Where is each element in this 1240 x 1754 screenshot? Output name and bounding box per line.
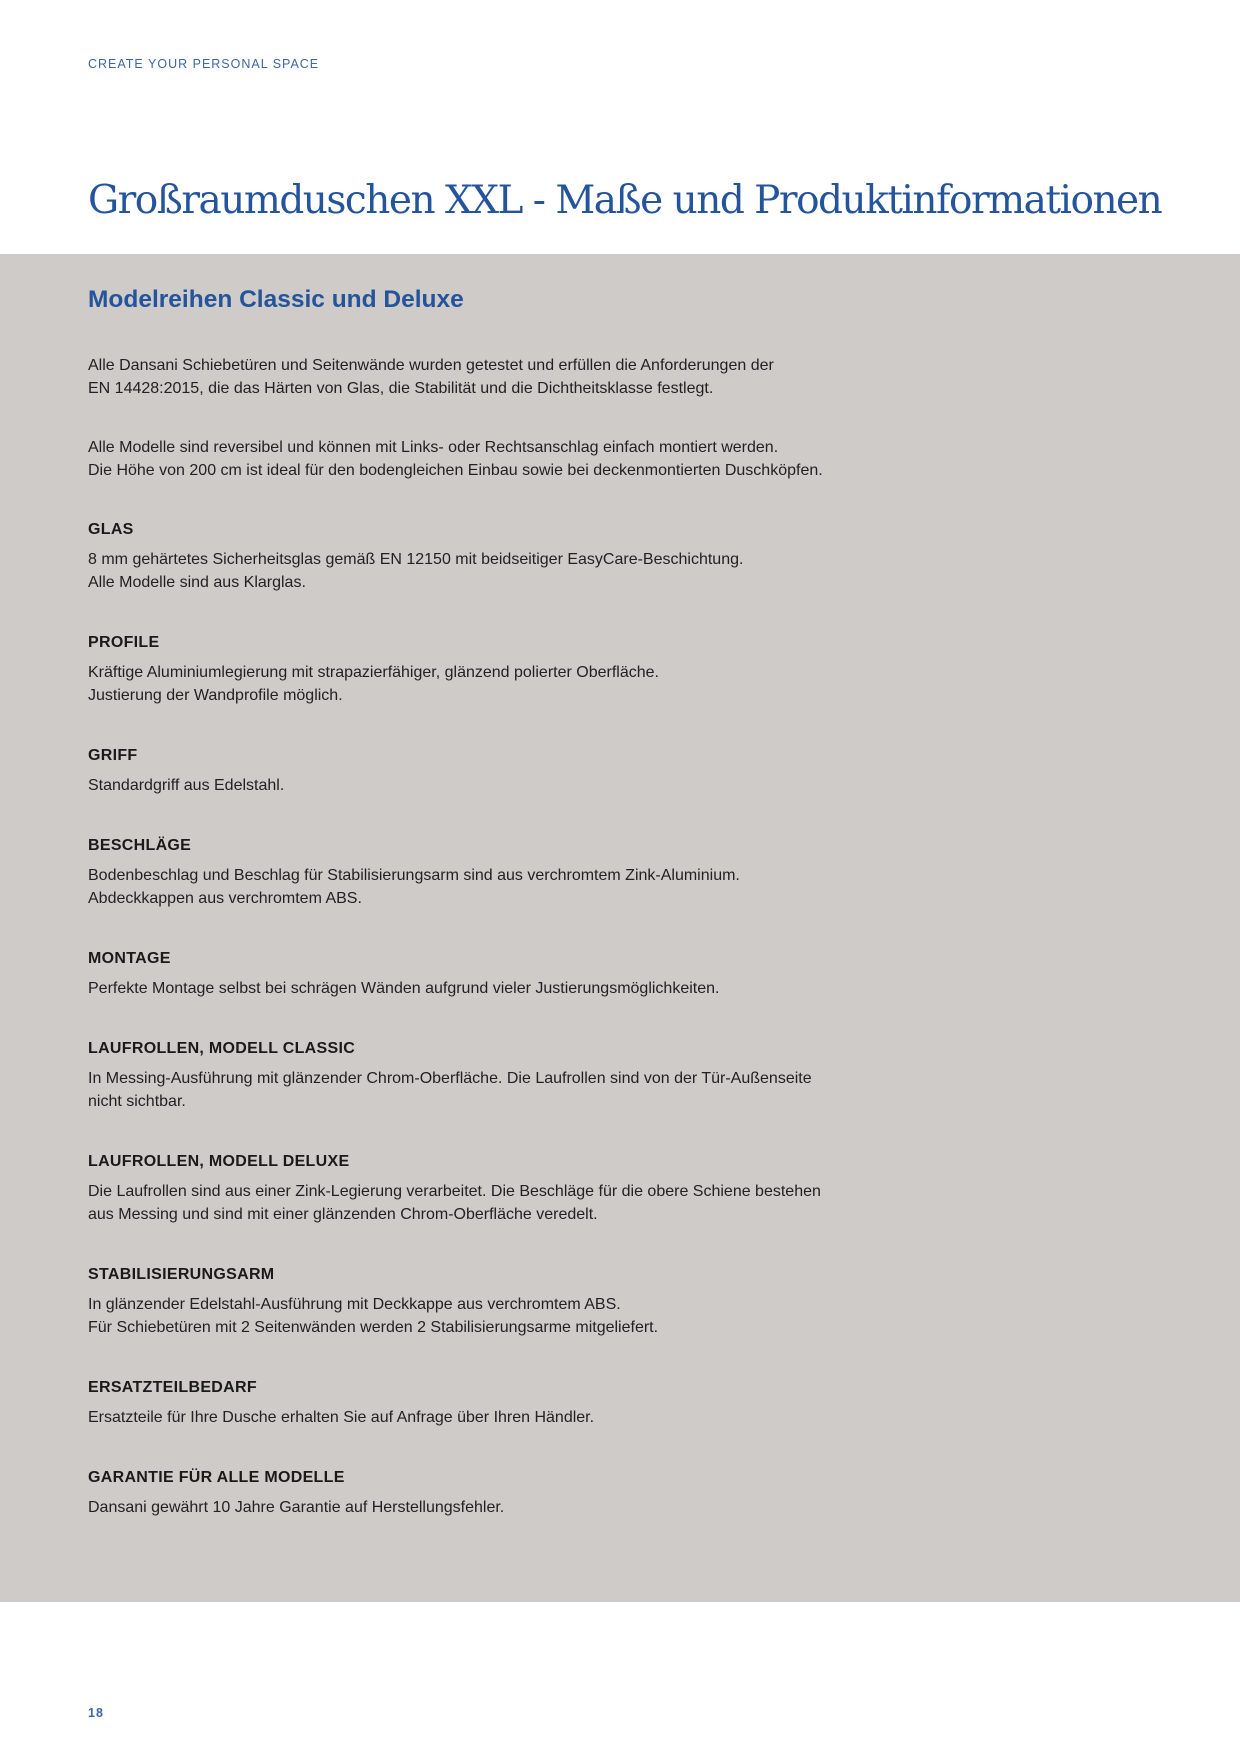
spec-line: Alle Modelle sind aus Klarglas. xyxy=(88,574,306,591)
intro-line: Die Höhe von 200 cm ist ideal für den bodengleichen Einbau sowie bei deckenmontierten Duschköpfen. xyxy=(88,462,823,479)
intro-line: Alle Modelle sind reversibel und können mit Links- oder Rechtsanschlag einfach montiert werden. xyxy=(88,439,779,456)
spec-heading: GARANTIE FÜR ALLE MODELLE xyxy=(88,1469,345,1486)
spec-line: aus Messing und sind mit einer glänzenden Chrom-Oberfläche veredelt. xyxy=(88,1206,598,1223)
page-number: 18 xyxy=(88,1706,104,1720)
page-title: Großraumduschen XXL - Maße und Produktinformationen xyxy=(88,178,1162,223)
spec-line: Justierung der Wandprofile möglich. xyxy=(88,687,343,704)
spec-glas xyxy=(88,518,988,594)
spec-line: Perfekte Montage selbst bei schrägen Wänden aufgrund vieler Justierungsmöglichkeiten. xyxy=(88,980,720,997)
spec-beschlaege xyxy=(88,834,988,910)
spec-line: 8 mm gehärtetes Sicherheitsglas gemäß EN 12150 mit beidseitiger EasyCare-Beschichtung. xyxy=(88,551,744,568)
spec-text xyxy=(88,1406,988,1429)
spec-text xyxy=(88,1496,988,1519)
spec-line: Die Laufrollen sind aus einer Zink-Legierung verarbeitet. Die Beschläge für die obere Schiene bestehen xyxy=(88,1183,821,1200)
spec-heading: LAUFROLLEN, MODELL DELUXE xyxy=(88,1153,350,1170)
spec-text xyxy=(88,548,988,594)
spec-montage xyxy=(88,947,988,1000)
spec-line: In glänzender Edelstahl-Ausführung mit Deckkappe aus verchromtem ABS. xyxy=(88,1296,621,1313)
spec-heading: GLAS xyxy=(88,521,134,538)
spec-laufrollen-classic xyxy=(88,1037,988,1113)
section-title: Modelreihen Classic und Deluxe xyxy=(88,286,464,313)
content-panel xyxy=(0,254,1240,1602)
spec-line: Bodenbeschlag und Beschlag für Stabilisierungsarm sind aus verchromtem Zink-Aluminium. xyxy=(88,867,740,884)
spec-heading: LAUFROLLEN, MODELL CLASSIC xyxy=(88,1040,356,1057)
spec-heading: ERSATZTEILBEDARF xyxy=(88,1379,257,1396)
spec-line: nicht sichtbar. xyxy=(88,1093,186,1110)
spec-line: Dansani gewährt 10 Jahre Garantie auf Herstellungsfehler. xyxy=(88,1499,505,1516)
spec-laufrollen-deluxe xyxy=(88,1150,988,1226)
intro-paragraph-1 xyxy=(88,354,774,400)
spec-line: Für Schiebetüren mit 2 Seitenwänden werden 2 Stabilisierungsarme mitgeliefert. xyxy=(88,1319,659,1336)
spec-griff xyxy=(88,744,988,797)
spec-text xyxy=(88,864,988,910)
spec-line: Kräftige Aluminiumlegierung mit strapazierfähiger, glänzend polierter Oberfläche. xyxy=(88,664,659,681)
spec-heading: MONTAGE xyxy=(88,950,171,967)
spec-garantie xyxy=(88,1466,988,1519)
intro-line: Alle Dansani Schiebetüren und Seitenwände wurden getestet und erfüllen die Anforderungen der xyxy=(88,357,774,374)
spec-heading: BESCHLÄGE xyxy=(88,837,192,854)
spec-text xyxy=(88,1293,988,1339)
spec-profile xyxy=(88,631,988,707)
spec-stabilisierungsarm xyxy=(88,1263,988,1339)
spec-line: Standardgriff aus Edelstahl. xyxy=(88,777,285,794)
spec-text xyxy=(88,661,988,707)
spec-text xyxy=(88,774,988,797)
spec-heading: PROFILE xyxy=(88,634,160,651)
spec-line: Ersatzteile für Ihre Dusche erhalten Sie auf Anfrage über Ihren Händler. xyxy=(88,1409,595,1426)
spec-line: Abdeckkappen aus verchromtem ABS. xyxy=(88,890,362,907)
spec-ersatzteilbedarf xyxy=(88,1376,988,1429)
spec-heading: GRIFF xyxy=(88,747,138,764)
header-tagline: CREATE YOUR PERSONAL SPACE xyxy=(88,57,320,71)
spec-heading: STABILISIERUNGSARM xyxy=(88,1266,275,1283)
spec-line: In Messing-Ausführung mit glänzender Chrom-Oberfläche. Die Laufrollen sind von der Tür-Außenseite xyxy=(88,1070,812,1087)
spec-text xyxy=(88,1180,988,1226)
spec-text xyxy=(88,1067,988,1113)
spec-text xyxy=(88,977,988,1000)
intro-paragraph-2 xyxy=(88,436,823,482)
intro-line: EN 14428:2015, die das Härten von Glas, die Stabilität und die Dichtheitsklasse festlegt. xyxy=(88,380,714,397)
